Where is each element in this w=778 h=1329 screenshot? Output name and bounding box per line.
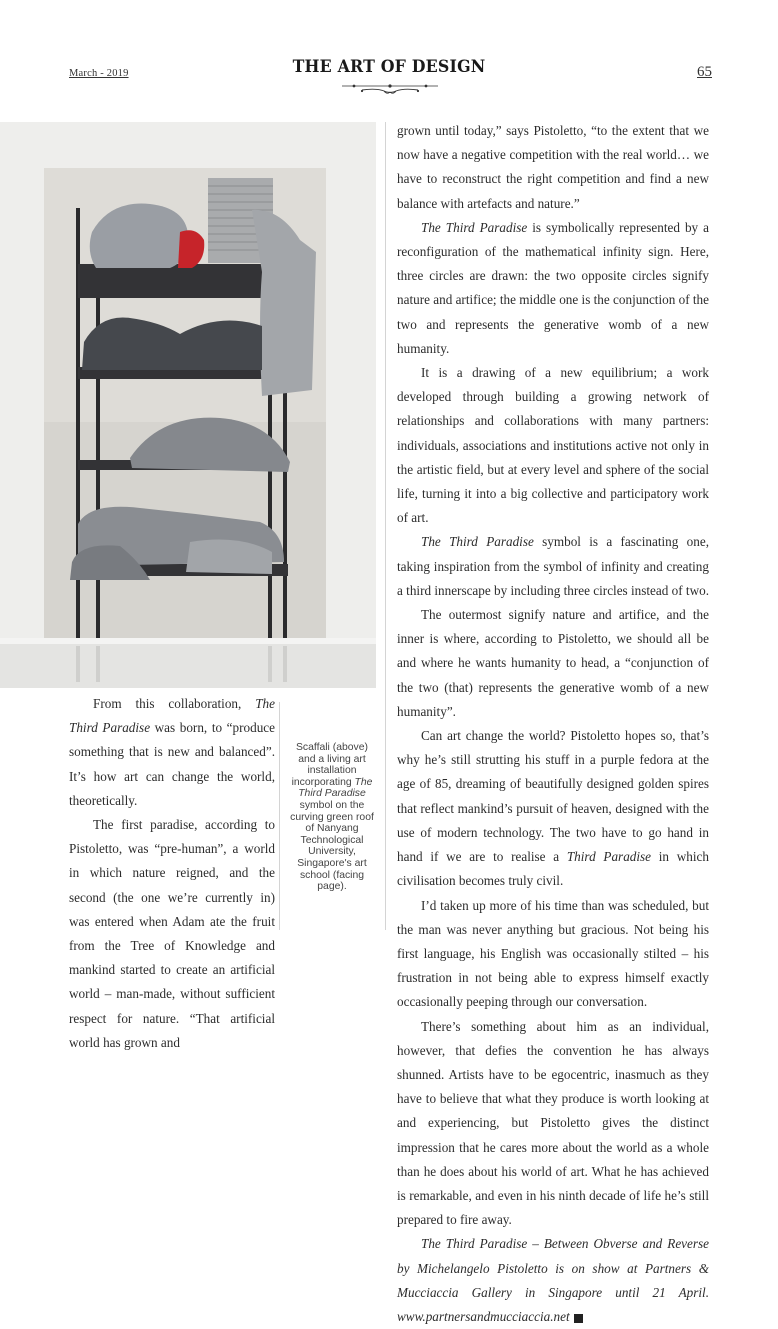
artwork-photo — [0, 122, 376, 688]
body-column-left — [69, 692, 275, 1055]
body-paragraph: The Third Paradise symbol is a fascinating one, taking inspiration from the symbol of infinity and creating a third innerscape by including three circles instead of two. — [397, 534, 709, 598]
column-divider — [385, 122, 386, 930]
ornament-flourish-icon — [340, 82, 440, 96]
body-column-right — [397, 119, 709, 1329]
body-paragraph: It is a drawing of a new equilibrium; a work developed through building a growing network of relationships and collaborations with many partners: individuals, associations and institutions active not only in the artistic field, but at every level and sphere of the social life, turning it into a big collective and participatory work of art. — [397, 365, 709, 526]
body-paragraph: I’d taken up more of his time than was scheduled, but the man was never anything but gracious. Not being his first language, his English was occasionally stilted – his frustration in not being able to express himself exactly occasionally peeping through our conversation. — [397, 897, 709, 1010]
body-paragraph: From this collaboration, The Third Paradise was born, to “produce something that is new and balanced”. It’s how art can change the world, theoretically. — [69, 696, 275, 808]
photo-caption: Scaffali (above) and a living art installation incorporating The Third Paradise symbol on the curving green roof of Nanyang Technological University, Singapore's art school (facing page). — [290, 742, 374, 893]
scaffali-image — [0, 122, 376, 688]
body-paragraph: There’s something about him as an individual, however, that defies the convention he has always shunned. Artists have to be egocentric, inasmuch as they have to believe that what they produce is worth looking at and experiencing, but Pistoletto gives the distinct impression that he cares more about the world as a whole than he does about his world of art. What he has achieved is remarkable, and even in his ninth decade of life he’s still prepared to fire away. — [397, 1018, 709, 1228]
body-paragraph: The first paradise, according to Pistoletto, was “pre-human”, a world in which nature reigned, and the second (the one we’re currently in) was entered when Adam ate the fruit from the Tree of Knowledge and mankind started to create an artificial world – man-made, without sufficient respect for nature. “That artificial world has grown and — [69, 817, 275, 1050]
section-title: THE ART OF DESIGN — [292, 57, 486, 77]
body-paragraph: The outermost signify nature and artifice, and the inner is where, according to Pistoletto, we should all be and where he wants humanity to head, a “conjunction of the two (that) represents the generative womb of a new humanity”. — [397, 607, 709, 719]
body-paragraph: The Third Paradise is symbolically represented by a reconfiguration of the mathematical infinity sign. Here, three circles are drawn: the two opposite circles signify nature and artifice; the middle one is the conjunction of the two and represents the generative womb of a new humanity. — [397, 219, 709, 356]
exhibition-info: The Third Paradise – Between Obverse and Reverse by Michelangelo Pistoletto is on show at Partners & Mucciaccia Gallery in Singapore until 21 April. www.partnersandmucciaccia.net R — [397, 1236, 709, 1324]
issue-date: March - 2019 — [69, 68, 129, 79]
end-mark-icon: R — [574, 1314, 583, 1323]
body-paragraph: grown until today,” says Pistoletto, “to the extent that we now have a negative competition with the real world… we have to reconstruct the right competition and find a new balance with artefacts and nature.” — [397, 123, 709, 211]
caption-rule-left — [279, 702, 280, 930]
body-paragraph: Can art change the world? Pistoletto hopes so, that’s why he’s still strutting his stuff in a purple fedora at the age of 85, dreaming of beautifully designed golden spires that reflect mankind’s pursuit of heaven, designed with the use of modern technology. The two have to go hand in hand if we are to realise a Third Paradise in which civilisation becomes truly civil. — [397, 728, 709, 889]
page-number: 65 — [697, 64, 712, 80]
